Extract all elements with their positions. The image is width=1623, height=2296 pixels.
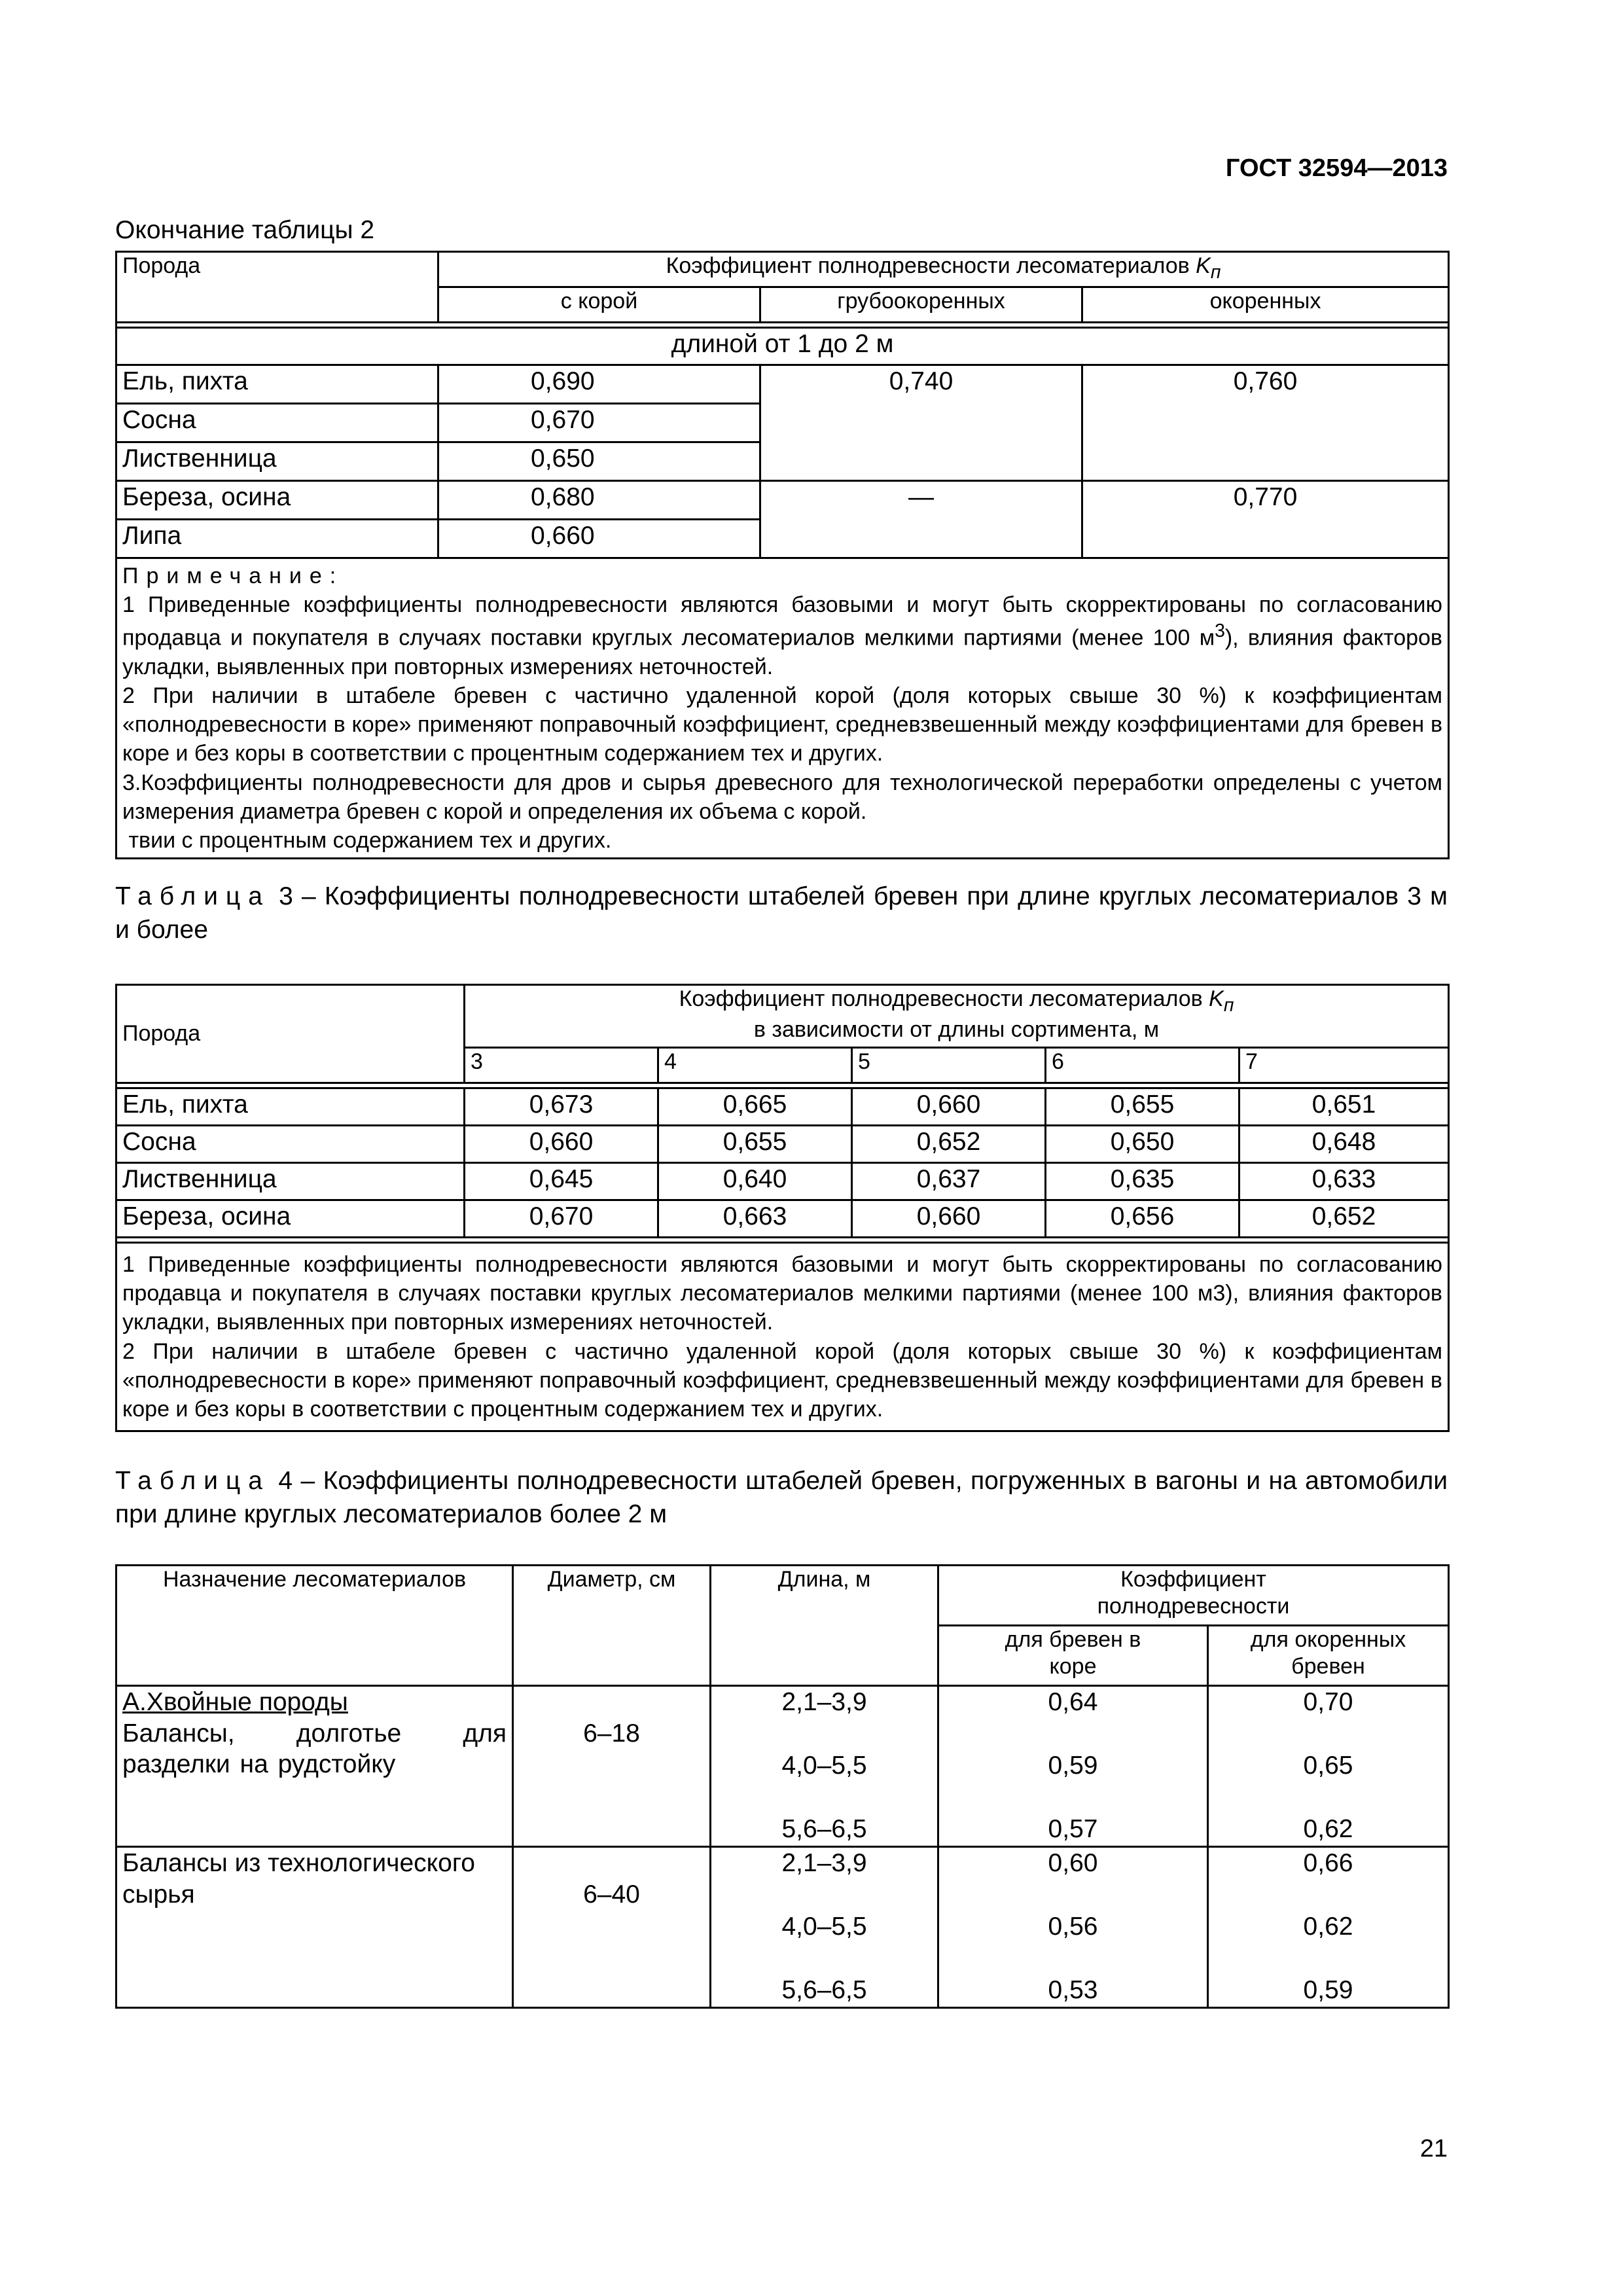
table3-row-name: Береза, осина — [116, 1200, 465, 1238]
table4-group-b-bark: 0,60 0,56 0,53 — [938, 1847, 1208, 2008]
table4-group-a-purpose: А.Хвойные породы Балансы, долготье для разделки на рудстойку — [116, 1686, 513, 1847]
table2-caption: Окончание таблицы 2 — [115, 216, 375, 244]
table2 — [115, 251, 1450, 859]
table3-notes — [116, 1243, 1449, 1431]
table4-caption: Таблица 4 – Коэффициенты полнодревесности штабелей бревен, погруженных в вагоны и на автомобили при длине круглых лесоматериалов более 2 м — [115, 1467, 1448, 1528]
table3-cell: 0,648 — [1240, 1126, 1449, 1163]
table3-cell: 0,665 — [658, 1088, 852, 1126]
table2-row-name: Ель, пихта — [116, 365, 438, 404]
table3-cell: 0,633 — [1240, 1163, 1449, 1200]
table4-group-a-bark: 0,64 0,59 0,57 — [938, 1686, 1208, 1847]
table3-cell: 0,652 — [1240, 1200, 1449, 1238]
table2-coef-header: Коэффициент полнодревесности лесоматериалов $K_п$ — [438, 252, 1449, 287]
table3-cell: 0,645 — [465, 1163, 658, 1200]
table2-notes — [116, 558, 1449, 859]
page-number: 21 — [1419, 2135, 1448, 2162]
table3-cell: 0,640 — [658, 1163, 852, 1200]
table2-length-row: длиной от 1 до 2 м — [116, 328, 1449, 365]
table4-h-bark: для бревен в коре — [938, 1626, 1208, 1686]
table3-length-5: 5 — [852, 1048, 1046, 1083]
table2-row-name: Сосна — [116, 404, 438, 442]
table3-cell: 0,656 — [1046, 1200, 1240, 1238]
table3-caption: Таблица 3 – Коэффициенты полнодревесности штабелей бревен при длине круглых лесоматериалов 3 м и более — [115, 882, 1448, 944]
table4-group-b-peeled: 0,66 0,62 0,59 — [1208, 1847, 1449, 2008]
table2-note2: 2 При наличии в штабеле бревен с частично удаленной корой (доля которых свыше 30 %) к коэффициентам «полнодревесности в коре» применяют поправочный коэффициент, средневзвешенный между коэффициентами для бревен в коре и без коры в соответствии с процентным содержанием тех и других. — [122, 683, 1443, 766]
table4-h-peeled: для окоренных бревен — [1208, 1626, 1449, 1686]
table2-row-name: Береза, осина — [116, 481, 438, 520]
table2-subheader-rough: грубоокоренных — [760, 287, 1082, 323]
table3-coef-header: Коэффициент полнодревесности лесоматериалов $K_п$ в зависимости от длины сортимента, м — [465, 985, 1449, 1048]
table2-peeled-group1: 0,760 — [1082, 365, 1449, 481]
table3-cell: 0,660 — [852, 1200, 1046, 1238]
table4-h-length: Длина, м — [711, 1566, 938, 1686]
table3-length-7: 7 — [1240, 1048, 1449, 1083]
table3-cell: 0,655 — [1046, 1088, 1240, 1126]
table3-cell: 0,652 — [852, 1126, 1046, 1163]
table4 — [115, 1564, 1450, 2009]
table3-cell: 0,660 — [465, 1126, 658, 1163]
table2-subheader-peeled: окоренных — [1082, 287, 1449, 323]
table3-length-4: 4 — [658, 1048, 852, 1083]
table4-group-a-title: А.Хвойные породы — [122, 1688, 348, 1716]
table2-row-name: Липа — [116, 520, 438, 558]
table3-cell: 0,663 — [658, 1200, 852, 1238]
table2-rough-group2: — — [760, 481, 1082, 558]
table2-note3: 3.Коэффициенты полнодревесности для дров и сырья древесного для технологической переработки определены с учетом измерения диаметра бревен с корой и определения их объема с корой. — [122, 770, 1443, 824]
table2-cell: 0,670 — [438, 404, 760, 442]
table3-cell: 0,635 — [1046, 1163, 1240, 1200]
table3-cell: 0,655 — [658, 1126, 852, 1163]
table3-cell: 0,670 — [465, 1200, 658, 1238]
table4-group-a-lengths: 2,1–3,9 4,0–5,5 5,6–6,5 — [711, 1686, 938, 1847]
table3-length-6: 6 — [1046, 1048, 1240, 1083]
table3-cell: 0,673 — [465, 1088, 658, 1126]
table2-cell: 0,680 — [438, 481, 760, 520]
table4-group-b-purpose: Балансы из технологического сырья — [116, 1847, 513, 2008]
table2-peeled-group2: 0,770 — [1082, 481, 1449, 558]
table4-group-a-peeled: 0,70 0,65 0,62 — [1208, 1686, 1449, 1847]
table4-h-coef: Коэффициент полнодревесности — [938, 1566, 1449, 1626]
table4-group-b-diameter: 6–40 — [513, 1847, 711, 2008]
table3-cell: 0,651 — [1240, 1088, 1449, 1126]
table3-row-name: Сосна — [116, 1126, 465, 1163]
table3-row-name: Лиственница — [116, 1163, 465, 1200]
table3-note1: 1 Приведенные коэффициенты полнодревесности являются базовыми и могут быть скорректированы по согласованию продавца и покупателя в случаях поставки круглых лесоматериалов мелкими партиями (менее 100 м3), влияния факторов укладки, выявленных при повторных измерениях неточностей. — [122, 1252, 1442, 1335]
table2-rough-group1: 0,740 — [760, 365, 1082, 481]
table2-cell: 0,660 — [438, 520, 760, 558]
table2-note1: 1 Приведенные коэффициенты полнодревесности являются базовыми и могут быть скорректированы по согласованию продавца и покупателя в случаях поставки круглых лесоматериалов мелкими партиями (менее 100 $м^3$), влияния факторов укладки, выявленных при повторных измерениях неточностей. — [122, 592, 1443, 679]
table3-note2: 2 При наличии в штабеле бревен с частично удаленной корой (доля которых свыше 30 %) к коэффициентам «полнодревесности в коре» применяют поправочный коэффициент, средневзвешенный между коэффициентами для бревен в коре и без коры в соответствии с процентным содержанием тех и других. — [122, 1338, 1442, 1422]
table3 — [115, 984, 1450, 1432]
table3-col-poroda: Порода — [116, 985, 465, 1083]
table2-note-title: Примечание: — [122, 564, 344, 588]
table3-cell: 0,650 — [1046, 1126, 1240, 1163]
table3-cell: 0,637 — [852, 1163, 1046, 1200]
table3-length-3: 3 — [465, 1048, 658, 1083]
table2-note4: твии с процентным содержанием тех и других. — [122, 828, 612, 853]
table3-row-name: Ель, пихта — [116, 1088, 465, 1126]
table4-h-purpose: Назначение лесоматериалов — [116, 1566, 513, 1686]
table2-col-poroda: Порода — [116, 252, 438, 323]
table4-group-b-lengths: 2,1–3,9 4,0–5,5 5,6–6,5 — [711, 1847, 938, 2008]
document-id: ГОСТ 32594—2013 — [1225, 154, 1448, 182]
table3-cell: 0,660 — [852, 1088, 1046, 1126]
table4-group-a-diameter: 6–18 — [513, 1686, 711, 1847]
table2-cell: 0,650 — [438, 442, 760, 481]
table2-cell: 0,690 — [438, 365, 760, 404]
table2-subheader-bark: с корой — [438, 287, 760, 323]
table2-row-name: Лиственница — [116, 442, 438, 481]
table4-h-diameter: Диаметр, см — [513, 1566, 711, 1686]
